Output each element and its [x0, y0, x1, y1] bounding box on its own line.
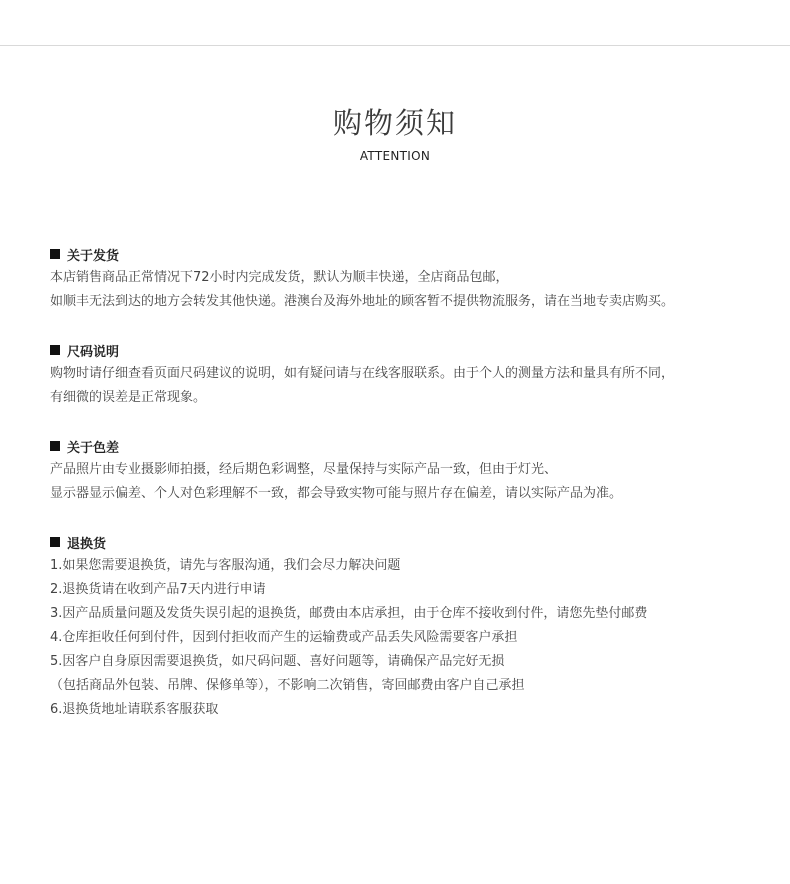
section-returns: [50, 530, 770, 722]
section-heading-text: 关于色差: [67, 440, 120, 456]
section-heading: [50, 530, 770, 554]
section-line: 1.如果您需要退换货，请先与客服沟通，我们会尽力解决问题: [50, 558, 401, 573]
section-size-guide: [50, 338, 770, 410]
page-title: 购物须知: [332, 106, 457, 140]
section-line: 产品照片由专业摄影师拍摄，经后期色彩调整，尽量保持与实际产品一致，但由于灯光、: [50, 462, 558, 477]
page-subtitle: ATTENTION: [359, 149, 431, 163]
section-heading-text: 退换货: [67, 536, 107, 552]
section-line: 3.因产品质量问题及发货失误引起的退换货，邮费由本店承担，由于仓库不接收到付件，请您先垫付邮费: [50, 606, 648, 621]
notice-content: [50, 242, 770, 746]
section-line: 本店销售商品正常情况下72小时内完成发货，默认为顺丰快递，全店商品包邮，: [50, 270, 509, 285]
square-bullet-icon: [50, 345, 60, 355]
section-line: 如顺丰无法到达的地方会转发其他快递。港澳台及海外地址的顾客暂不提供物流服务，请在当地专卖店购买。: [50, 294, 675, 309]
section-heading: [50, 338, 770, 362]
section-color-difference: [50, 434, 770, 506]
section-line: 有细微的误差是正常现象。: [50, 390, 207, 405]
section-heading: [50, 434, 770, 458]
section-line: 4.仓库拒收任何到付件，因到付拒收而产生的运输费或产品丢失风险需要客户承担: [50, 630, 518, 645]
section-line: 购物时请仔细查看页面尺码建议的说明，如有疑问请与在线客服联系。由于个人的测量方法和量具有所不同，: [50, 366, 675, 381]
square-bullet-icon: [50, 537, 60, 547]
section-line: 显示器显示偏差、个人对色彩理解不一致，都会导致实物可能与照片存在偏差，请以实际产品为准。: [50, 486, 623, 501]
section-line: （包括商品外包装、吊牌、保修单等），不影响二次销售，寄回邮费由客户自己承担: [50, 678, 525, 693]
section-line: 5.因客户自身原因需要退换货，如尺码问题、喜好问题等，请确保产品完好无损: [50, 654, 505, 669]
square-bullet-icon: [50, 249, 60, 259]
section-heading-text: 关于发货: [67, 248, 120, 264]
section-heading-text: 尺码说明: [67, 344, 120, 360]
section-line: 2.退换货请在收到产品7天内进行申请: [50, 582, 266, 597]
section-line: 6.退换货地址请联系客服获取: [50, 702, 219, 717]
section-shipping: [50, 242, 770, 314]
square-bullet-icon: [50, 441, 60, 451]
top-divider: [0, 45, 790, 46]
section-heading: [50, 242, 770, 266]
page-header: [0, 103, 790, 163]
